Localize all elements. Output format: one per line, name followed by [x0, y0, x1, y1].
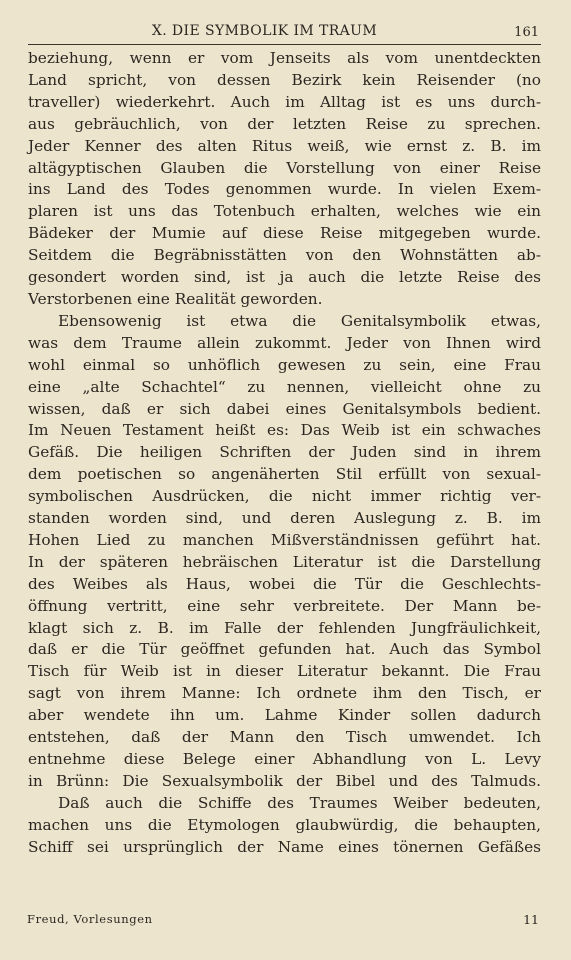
text-line: Seitdem die Begräbnisstätten von den Wohnstätten ab-: [28, 246, 541, 265]
text-line: wohl einmal so unhöflich gewesen zu sein, eine Frau: [28, 355, 541, 374]
page-number: 161: [514, 25, 539, 40]
text-line: klagt sich z. B. im Falle der fehlenden Jungfräulichkeit,: [28, 618, 541, 637]
chapter-title: X. DIE SYMBOLIK IM TRAUM: [151, 23, 378, 39]
text-line: Tisch für Weib ist in dieser Literatur bekannt. Die Frau: [28, 662, 541, 681]
text-line: Gefäß. Die heiligen Schriften der Juden sind in ihrem: [28, 443, 541, 462]
text-line: ins Land des Todes genommen wurde. In vielen Exem-: [28, 180, 541, 199]
text-line: Hohen Lied zu manchen Mißverständnissen geführt hat.: [28, 530, 541, 549]
text-line: wissen, daß er sich dabei eines Genitalsymbols bedient.: [28, 399, 541, 418]
text-line: Schiff sei ursprünglich der Name eines tönernen Gefäßes: [28, 837, 541, 856]
text-line: gesondert worden sind, ist ja auch die letzte Reise des: [28, 268, 541, 287]
text-line: entnehme diese Belege einer Abhandlung von L. Levy: [28, 750, 541, 768]
text-line: machen uns die Etymologen glaubwürdig, die behaupten,: [28, 815, 541, 834]
text-line: Land spricht, von dessen Bezirk kein Reisender (no: [28, 70, 541, 89]
text-line: Jeder Kenner des alten Ritus weiß, wie ernst z. B. im: [28, 136, 541, 155]
text-line: Bädeker der Mumie auf diese Reise mitgegeben wurde.: [28, 224, 541, 243]
text-line: Verstorbenen eine Realität geworden.: [28, 289, 323, 308]
text-line: traveller) wiederkehrt. Auch im Alltag ist es uns durch-: [28, 92, 541, 111]
text-line: dem poetischen so angenäherten Stil erfüllt von sexual-: [28, 465, 541, 484]
running-head: [28, 22, 541, 45]
text-line: daß er die Tür geöffnet gefunden hat. Auch das Symbol: [28, 640, 541, 659]
text-line: aber wendete ihn um. Lahme Kinder sollen dadurch: [28, 706, 541, 725]
text-line: standen worden sind, und deren Auslegung z. B. im: [28, 509, 541, 528]
text-line: Daß auch die Schiffe des Traumes Weiber bedeuten,: [58, 793, 541, 812]
text-line: öffnung vertritt, eine sehr verbreitete. Der Mann be-: [28, 596, 541, 615]
text-line: aus gebräuchlich, von der letzten Reise zu sprechen.: [28, 114, 541, 133]
text-line: Ebensowenig ist etwa die Genitalsymbolik etwas,: [58, 311, 541, 330]
text-line: eine „alte Schachtel“ zu nennen, vielleicht ohne zu: [28, 377, 541, 396]
footer-signature: Freud, Vorlesungen: [27, 912, 153, 926]
text-line: symbolischen Ausdrücken, die nicht immer richtig ver-: [28, 487, 541, 506]
text-line: sagt von ihrem Manne: Ich ordnete ihm den Tisch, er: [28, 684, 541, 703]
text-line: in Brünn: Die Sexualsymbolik der Bibel und des Talmuds.: [28, 771, 541, 790]
text-line: entstehen, daß der Mann den Tisch umwendet. Ich: [28, 728, 541, 747]
text-line: des Weibes als Haus, wobei die Tür die Geschlechts-: [28, 574, 541, 593]
text-line: altägyptischen Glauben die Vorstellung von einer Reise: [28, 158, 541, 177]
text-line: was dem Traume allein zukommt. Jeder von Ihnen wird: [28, 333, 541, 352]
text-line: plaren ist uns das Totenbuch erhalten, welches wie ein: [28, 202, 541, 221]
text-line: beziehung, wenn er vom Jenseits als vom unentdeckten: [28, 49, 541, 67]
text-line: Im Neuen Testament heißt es: Das Weib ist ein schwaches: [28, 421, 541, 440]
text-line: In der späteren hebräischen Literatur ist die Darstellung: [28, 552, 541, 571]
footer-sheet-number: 11: [523, 912, 539, 927]
body-text: [28, 48, 541, 859]
